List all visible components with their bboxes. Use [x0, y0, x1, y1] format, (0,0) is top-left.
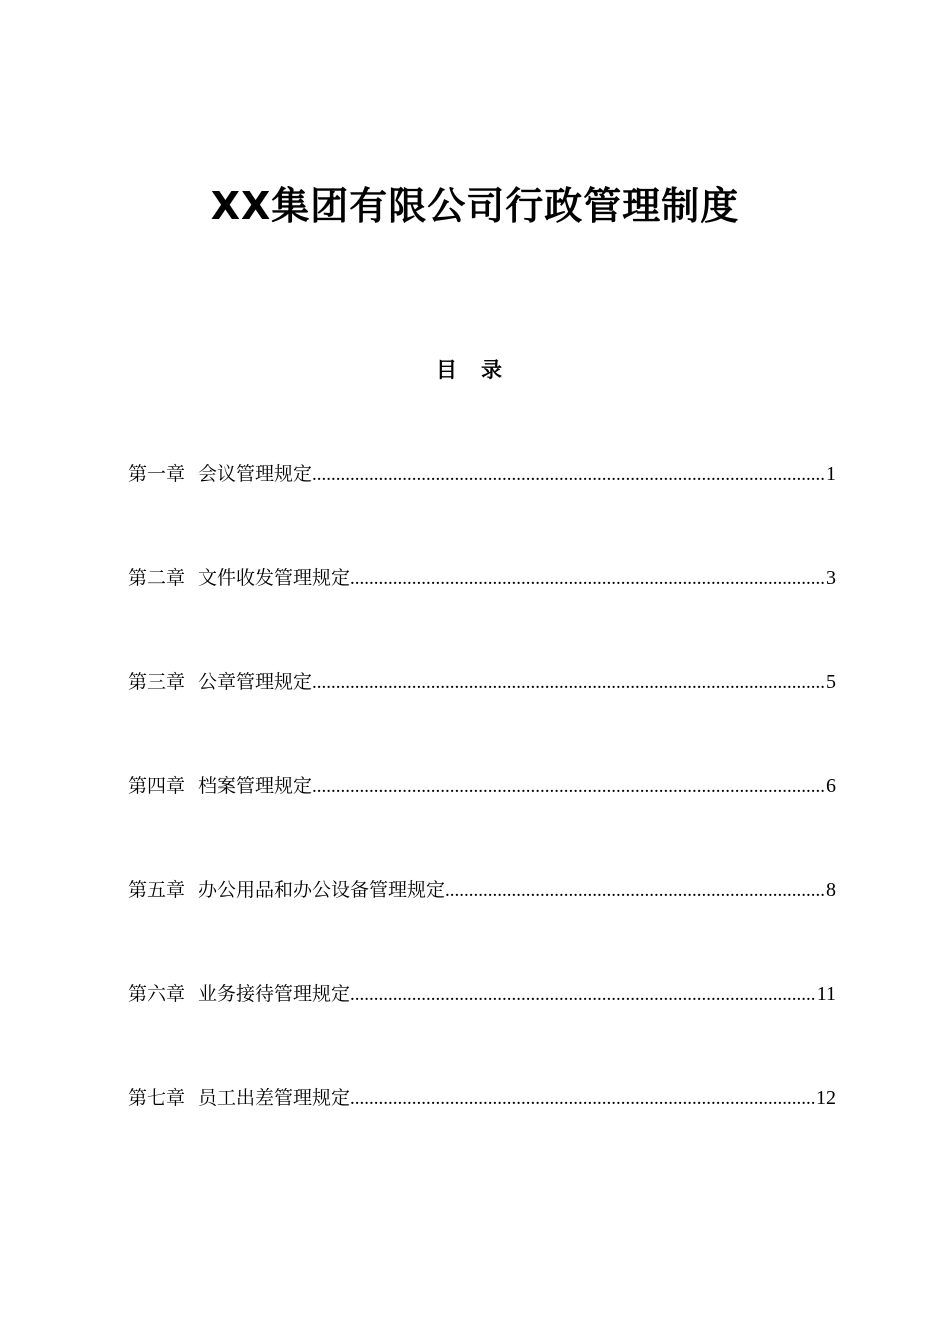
toc-entry-7[interactable] [128, 1083, 836, 1187]
toc-page-number: 5 [826, 671, 836, 693]
toc-entry-1[interactable] [128, 459, 836, 563]
toc-heading: 目录 [436, 358, 526, 382]
toc-dot-leader [350, 980, 816, 1010]
toc-entry-3[interactable] [128, 667, 836, 771]
table-of-contents [128, 459, 836, 1187]
toc-page-number: 6 [826, 775, 836, 797]
document-title: XX集团有限公司行政管理制度 [210, 184, 740, 229]
toc-chapter-number: 第六章 [128, 983, 186, 1005]
toc-chapter-number: 第三章 [128, 671, 186, 693]
toc-chapter-title: 公章管理规定 [198, 671, 313, 693]
toc-chapter-number: 第四章 [128, 775, 186, 797]
toc-chapter-number: 第七章 [128, 1087, 186, 1109]
toc-dot-leader [350, 564, 825, 594]
toc-page-number: 1 [826, 463, 836, 485]
toc-chapter-number: 第五章 [128, 879, 186, 901]
toc-entry-2[interactable] [128, 563, 836, 667]
toc-chapter-number: 第一章 [128, 463, 186, 485]
toc-dot-leader [350, 1084, 815, 1114]
toc-page-number: 8 [826, 879, 836, 901]
toc-chapter-number: 第二章 [128, 567, 186, 589]
toc-page-number: 12 [816, 1087, 836, 1109]
toc-chapter-title: 员工出差管理规定 [198, 1087, 351, 1109]
toc-dot-leader [445, 876, 825, 906]
toc-dot-leader [312, 460, 825, 490]
toc-chapter-title: 档案管理规定 [198, 775, 313, 797]
toc-chapter-title: 会议管理规定 [198, 463, 313, 485]
toc-entry-6[interactable] [128, 979, 836, 1083]
toc-chapter-title: 业务接待管理规定 [198, 983, 351, 1005]
toc-entry-4[interactable] [128, 771, 836, 875]
toc-dot-leader [312, 668, 825, 698]
toc-page-number: 11 [816, 983, 836, 1005]
toc-dot-leader [312, 772, 825, 802]
toc-chapter-title: 文件收发管理规定 [198, 567, 351, 589]
toc-page-number: 3 [826, 567, 836, 589]
toc-chapter-title: 办公用品和办公设备管理规定 [198, 879, 446, 901]
toc-entry-5[interactable] [128, 875, 836, 979]
